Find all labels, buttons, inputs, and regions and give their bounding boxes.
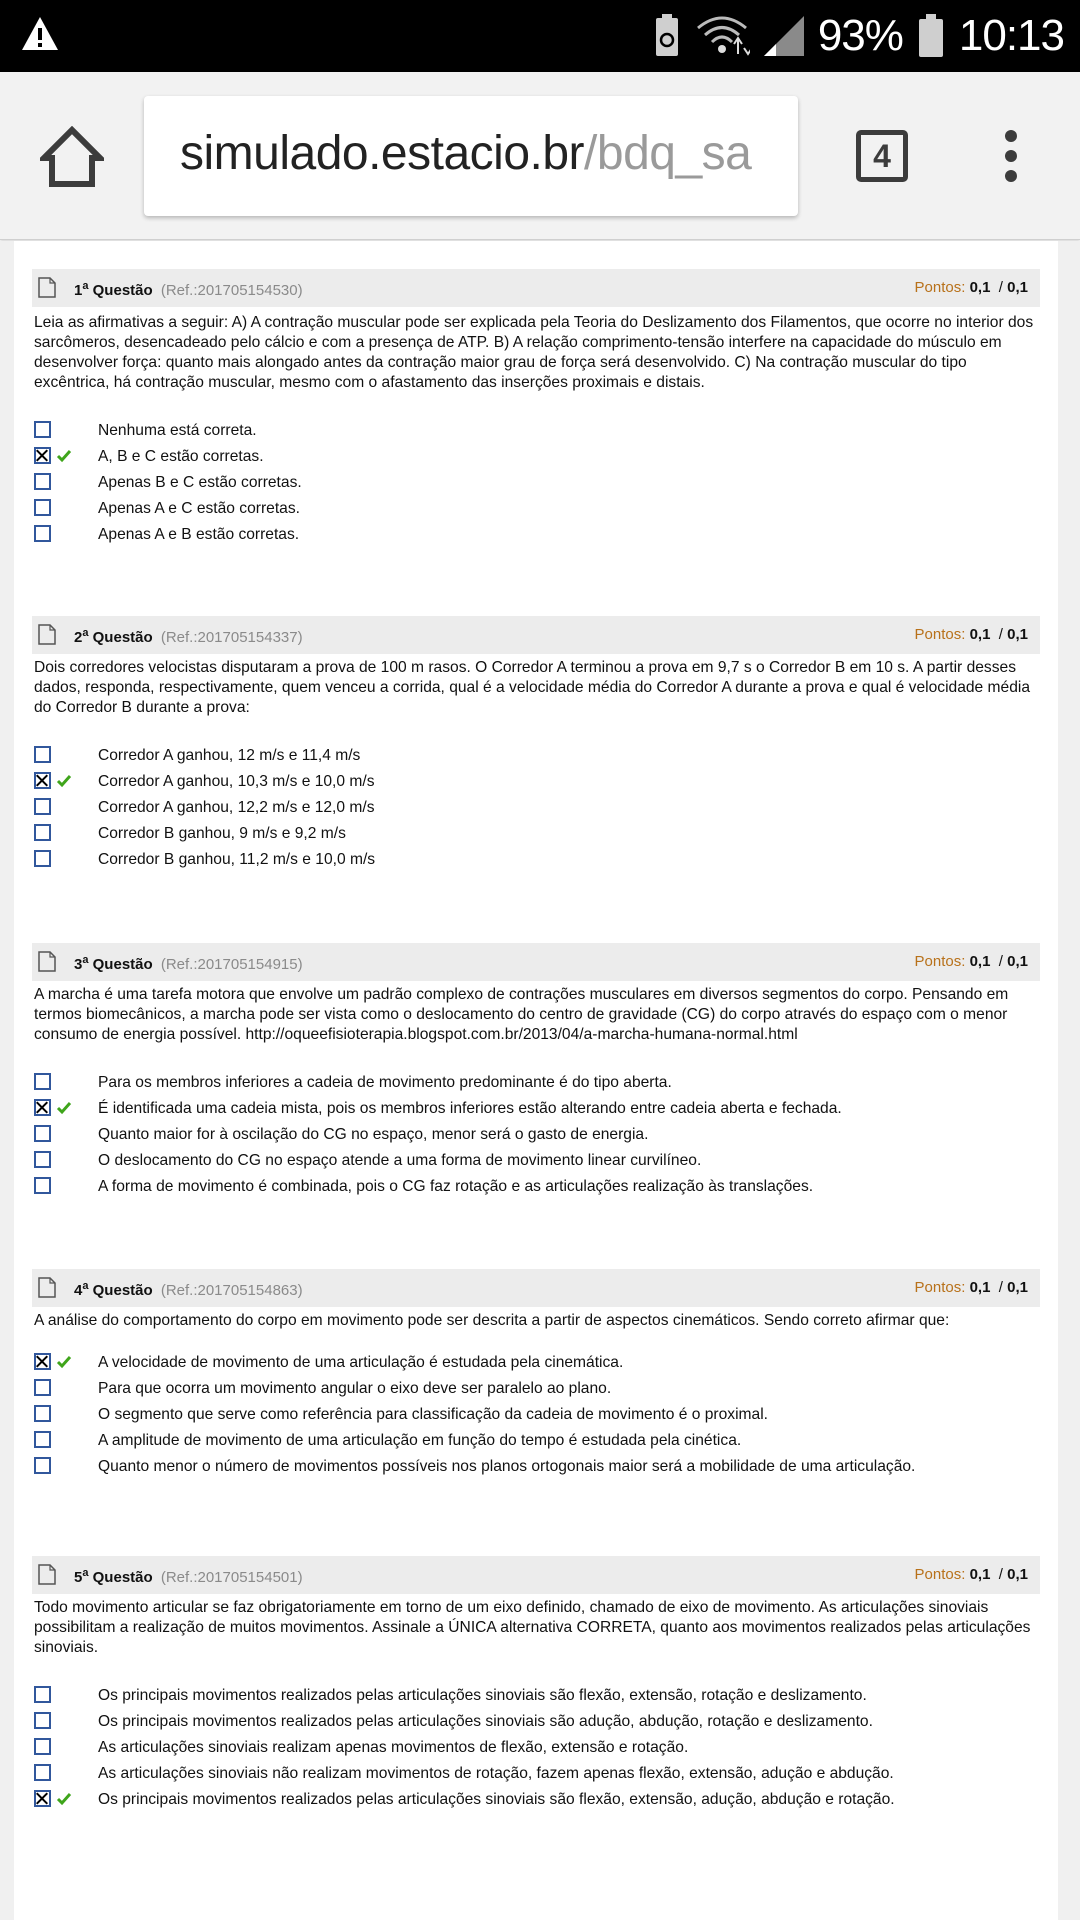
url-host: simulado.estacio.br [180,127,585,180]
question-points: Pontos: 0,1 / 0,1 [914,953,1028,970]
document-icon [38,1277,56,1298]
answer-option-label: A forma de movimento é combinada, pois o CG faz rotação e as articulações realização às translações. [98,1178,814,1195]
answer-option-label: A velocidade de movimento de uma articulação é estudada pela cinemática. [98,1354,624,1371]
correct-check-icon [56,1101,72,1115]
signal-icon [764,16,804,56]
answer-option-label: Corredor B ganhou, 11,2 m/s e 10,0 m/s [98,851,376,868]
question-text: Leia as afirmativas a seguir: A) A contração muscular pode ser explicada pela Teoria do Deslizamento dos Filamentos, que ocorre no interior dos sarcômeros, desencadeado pelo cálcio e com a presença de ATP. B) A relação comprimento-tensão interfere na capacidade do músculo em desenvolver força: quanto mais alongado antes da contração maior grau de força será desenvolvido. C) Na contração muscular do tipo excêntrica, há contração muscular, mesmo com o afastamento das inserções proximais e distais. [34,314,1034,391]
question-ref: (Ref.:201705154530) [160,282,303,299]
answer-option[interactable] [32,744,1040,770]
question-text: A marcha é uma tarefa motora que envolve um padrão complexo de contrações musculares em diversos segmentos do corpo. Pensando em termos biomecânicos, a marcha pode ser vista como o deslocamento do centro de gravidade (CG) do corpo através do espaço com o menor consumo de energia possível. http://oqueefisioterapia.blogspot.com.br/2013/04/a-marcha-humana-normal.html [34,986,1009,1043]
answer-option[interactable] [32,1123,1040,1149]
answer-option-label: A, B e C estão corretas. [98,448,264,465]
answer-option[interactable] [32,770,1040,796]
answer-option-label: Para os membros inferiores a cadeia de movimento predominante é do tipo aberta. [98,1074,672,1091]
answer-option[interactable] [32,822,1040,848]
question-text: Todo movimento articular se faz obrigatoriamente em torno de um eixo definido, chamado de eixo de movimento. As articulações sinoviais possibilitam a realização de muitos movimentos. Assinale a ÚNICA alternativa CORRETA, quanto aos movimentos realizados pelas articulações sinoviais. [34,1599,1031,1656]
answer-option-label: Para que ocorra um movimento angular o eixo deve ser paralelo ao plano. [98,1380,612,1397]
checkbox[interactable] [34,824,51,841]
question-3 [32,943,1040,1201]
question-title: 1$^a$ Questão (Ref.:201705154530) [74,280,303,299]
overflow-menu-icon[interactable] [1000,130,1022,186]
answer-option[interactable] [32,1403,1040,1429]
question-title: 2$^a$ Questão (Ref.:201705154337) [74,627,303,646]
answer-option-label: É identificada uma cadeia mista, pois os membros inferiores estão alterando entre cadeia aberta e fechada. [98,1100,842,1117]
answer-option[interactable] [32,1097,1040,1123]
answer-options [32,1071,1040,1201]
browser-toolbar [0,72,1080,240]
answer-option[interactable] [32,1071,1040,1097]
checkbox[interactable] [34,746,51,763]
status-bar [0,0,1080,72]
answer-option-label: Quanto menor o número de movimentos possíveis nos planos ortogonais maior será a mobilidade de uma articulação. [98,1458,916,1475]
question-title: 5$^a$ Questão (Ref.:201705154501) [74,1567,303,1586]
correct-check-icon [56,1355,72,1369]
checkbox[interactable] [34,1151,51,1168]
checkbox-checked[interactable] [34,1790,51,1807]
answer-option[interactable] [32,1377,1040,1403]
answer-option-label: O deslocamento do CG no espaço atende a uma forma de movimento linear curvilíneo. [98,1152,702,1169]
home-icon[interactable] [40,126,104,188]
checkbox[interactable] [34,1177,51,1194]
url-text[interactable] [180,126,751,181]
url-bar[interactable] [144,96,798,216]
battery-icon [917,14,945,58]
question-header [32,1269,1040,1307]
question-points: Pontos: 0,1 / 0,1 [914,1279,1028,1296]
answer-option-label: Corredor A ganhou, 12,2 m/s e 12,0 m/s [98,799,375,816]
answer-option-label: Nenhuma está correta. [98,422,257,439]
warning-icon [20,14,60,54]
question-title: 3$^a$ Questão (Ref.:201705154915) [74,954,303,973]
checkbox[interactable] [34,1073,51,1090]
answer-option-label: As articulações sinoviais não realizam movimentos de rotação, fazem apenas flexão, extensão, adução e abdução. [98,1765,894,1782]
question-header [32,616,1040,654]
checkbox[interactable] [34,1125,51,1142]
checkbox[interactable] [34,525,51,542]
answer-option-label: Apenas B e C estão corretas. [98,474,302,491]
checkbox[interactable] [34,1405,51,1422]
question-points: Pontos: 0,1 / 0,1 [914,626,1028,643]
document-icon [38,951,56,972]
battery-percent: 93% [817,11,903,60]
answer-options [32,1684,1040,1814]
checkbox-checked[interactable] [34,772,51,789]
checkbox[interactable] [34,798,51,815]
answer-option[interactable] [32,796,1040,822]
checkbox-checked[interactable] [34,1353,51,1370]
document-icon [38,624,56,645]
checkbox[interactable] [34,1738,51,1755]
question-text: A análise do comportamento do corpo em movimento pode ser descrita a partir de aspectos cinemáticos. Sendo correto afirmar que: [34,1312,950,1329]
tab-count: 4 [873,137,891,174]
checkbox[interactable] [34,1764,51,1781]
question-5 [32,1556,1040,1814]
checkbox[interactable] [34,1431,51,1448]
answer-option-label: Apenas A e B estão corretas. [98,526,300,543]
answer-option-label: Os principais movimentos realizados pelas articulações sinoviais são adução, abdução, rotação e deslizamento. [98,1713,873,1730]
question-header [32,269,1040,307]
answer-option[interactable] [32,471,1040,497]
answer-option-label: Corredor A ganhou, 10,3 m/s e 10,0 m/s [98,773,375,790]
tab-switcher-button[interactable] [856,130,908,182]
answer-option-label: O segmento que serve como referência para classificação da cadeia de movimento é o proximal. [98,1406,769,1423]
answer-option[interactable] [32,523,1040,549]
question-ref: (Ref.:201705154501) [160,1569,303,1586]
checkbox[interactable] [34,1379,51,1396]
quiz-page [14,241,1058,1920]
answer-option-label: Corredor A ganhou, 12 m/s e 11,4 m/s [98,747,361,764]
correct-check-icon [56,1792,72,1806]
answer-option[interactable] [32,1710,1040,1736]
question-text: Dois corredores velocistas disputaram a prova de 100 m rasos. O Corredor A terminou a prova em 9,7 s o Corredor B em 10 s. A partir desses dados, responda, respectivamente, quem venceu a corrida, qual é a velocidade média do Corredor A durante a prova e qual é velocidade média do Corredor B durante a prova: [34,659,1031,716]
question-header [32,943,1040,981]
answer-option[interactable] [32,848,1040,874]
answer-option[interactable] [32,1351,1040,1377]
answer-option[interactable] [32,445,1040,471]
checkbox[interactable] [34,1686,51,1703]
answer-option[interactable] [32,1762,1040,1788]
url-path: /bdq_sa [584,127,752,180]
answer-option-label: Apenas A e C estão corretas. [98,500,300,517]
document-icon [38,1564,56,1585]
answer-option[interactable] [32,1175,1040,1201]
document-icon [38,277,56,298]
question-1 [32,269,1040,549]
answer-option-label: A amplitude de movimento de uma articulação em função do tempo é estudada pela cinética. [98,1432,742,1449]
answer-option-label: Os principais movimentos realizados pelas articulações sinoviais são flexão, extensão, rotação e deslizamento. [98,1687,867,1704]
answer-option[interactable] [32,1736,1040,1762]
answer-option-label: Os principais movimentos realizados pelas articulações sinoviais são flexão, extensão, adução, abdução e rotação. [98,1791,895,1808]
question-header [32,1556,1040,1594]
answer-options [32,744,1040,874]
answer-option[interactable] [32,1429,1040,1455]
wifi-icon [694,14,750,58]
answer-option-label: As articulações sinoviais realizam apenas movimentos de flexão, extensão e rotação. [98,1739,689,1756]
answer-option[interactable] [32,1149,1040,1175]
checkbox-checked[interactable] [34,1099,51,1116]
answer-option[interactable] [32,1684,1040,1710]
checkbox[interactable] [34,1712,51,1729]
question-ref: (Ref.:201705154915) [160,956,303,973]
checkbox[interactable] [34,421,51,438]
checkbox[interactable] [34,1457,51,1474]
question-points: Pontos: 0,1 / 0,1 [914,279,1028,296]
checkbox[interactable] [34,499,51,516]
question-title: 4$^a$ Questão (Ref.:201705154863) [74,1280,303,1299]
answer-option[interactable] [32,497,1040,523]
checkbox[interactable] [34,473,51,490]
correct-check-icon [56,449,72,463]
question-ref: (Ref.:201705154863) [160,1282,303,1299]
question-2 [32,616,1040,874]
question-4 [32,1269,1040,1481]
answer-option[interactable] [32,1788,1040,1814]
answer-options [32,1351,1040,1481]
correct-check-icon [56,774,72,788]
checkbox[interactable] [34,850,51,867]
answer-option[interactable] [32,419,1040,445]
clock: 10:13 [958,11,1064,60]
answer-option[interactable] [32,1455,1040,1481]
page-viewport[interactable] [0,241,1080,1920]
question-points: Pontos: 0,1 / 0,1 [914,1566,1028,1583]
answer-option-label: Quanto maior for à oscilação do CG no espaço, menor será o gasto de energia. [98,1126,649,1143]
answer-option-label: Corredor B ganhou, 9 m/s e 9,2 m/s [98,825,346,842]
battery-saver-icon [654,14,680,58]
answer-options [32,419,1040,549]
checkbox-checked[interactable] [34,447,51,464]
question-ref: (Ref.:201705154337) [160,629,303,646]
